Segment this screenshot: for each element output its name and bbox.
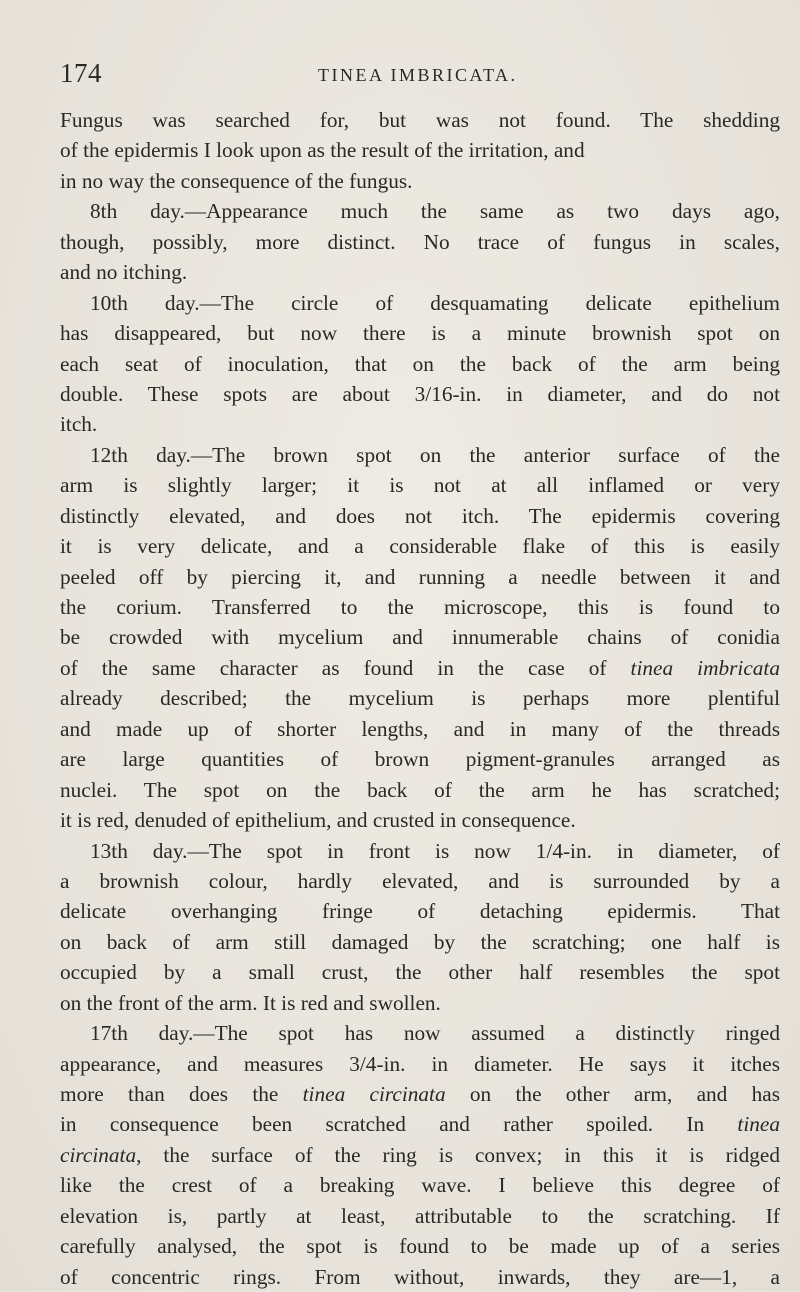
text-line: of the same character as found in the case of tinea imbricata	[60, 655, 780, 680]
text-line: Fungus was searched for, but was not found. The shedding	[60, 108, 780, 132]
text-line: are large quantities of brown pigment-granules arranged as	[60, 747, 780, 772]
text-line: 10th day.—The circle of desquamating delicate epithelium	[90, 290, 780, 315]
text-line: itch.	[60, 412, 98, 437]
text-line: of concentric rings. From without, inwards, they are—1, a	[60, 1264, 780, 1289]
text-line: already described; the mycelium is perhaps more plentiful	[60, 686, 780, 711]
text-line: delicate overhanging fringe of detaching epidermis. That	[60, 899, 780, 924]
text-line: and no itching.	[60, 260, 188, 285]
text-line: and made up of shorter lengths, and in many of the threads	[60, 716, 780, 741]
text-line: has disappeared, but now there is a minute brownish spot on	[60, 321, 780, 346]
text-line: occupied by a small crust, the other half resembles the spot	[60, 960, 780, 985]
text-line: elevation is, partly at least, attributable to the scratching. If	[60, 1203, 780, 1228]
text-line: more than does the tinea circinata on the other arm, and has	[60, 1082, 781, 1106]
text-line: a brownish colour, hardly elevated, and is surrounded by a	[60, 868, 780, 893]
text-line: on the front of the arm. It is red and swollen.	[60, 990, 441, 1015]
text-line: 13th day.—The spot in front is now 1/4-in. in diameter, of	[90, 838, 780, 863]
body-text	[60, 105, 780, 1292]
text-line: peeled off by piercing it, and running a needle between it and	[60, 564, 780, 589]
text-line: on back of arm still damaged by the scratching; one half is	[60, 929, 780, 954]
text-line: the corium. Transferred to the microscope, this is found to	[60, 595, 780, 619]
text-line: nuclei. The spot on the back of the arm he has scratched;	[60, 777, 780, 802]
text-line: each seat of inoculation, that on the back of the arm being	[60, 351, 780, 376]
text-line: arm is slightly larger; it is not at all inflamed or very	[60, 473, 780, 498]
page-header	[60, 58, 760, 98]
text-line: 8th day.—Appearance much the same as two days ago,	[90, 199, 780, 224]
text-line: 17th day.—The spot has now assumed a distinctly ringed	[90, 1021, 780, 1046]
text-line: in no way the consequence of the fungus.	[60, 168, 413, 193]
text-line: be crowded with mycelium and innumerable chains of conidia	[60, 625, 780, 650]
text-line: distinctly elevated, and does not itch. The epidermis covering	[60, 503, 780, 528]
text-line: appearance, and measures 3/4-in. in diameter. He says it itches	[60, 1051, 780, 1076]
page-number: 174	[60, 58, 102, 88]
text-line: in consequence been scratched and rather spoiled. In tinea	[60, 1112, 780, 1137]
text-line: like the crest of a breaking wave. I believe this degree of	[60, 1173, 780, 1198]
text-line: circinata, the surface of the ring is convex; in this it is ridged	[60, 1142, 780, 1167]
text-line: it is red, denuded of epithelium, and crusted in consequence.	[60, 808, 576, 833]
text-line: it is very delicate, and a considerable flake of this is easily	[60, 534, 780, 559]
text-line: double. These spots are about 3/16-in. in diameter, and do not	[60, 381, 780, 406]
running-head: TINEA IMBRICATA.	[318, 65, 518, 85]
text-line: 12th day.—The brown spot on the anterior surface of the	[90, 442, 780, 467]
text-line: of the epidermis I look upon as the result of the irritation, and	[60, 138, 585, 163]
text-line: though, possibly, more distinct. No trace of fungus in scales,	[60, 229, 780, 254]
text-line: carefully analysed, the spot is found to be made up of a series	[60, 1234, 780, 1259]
